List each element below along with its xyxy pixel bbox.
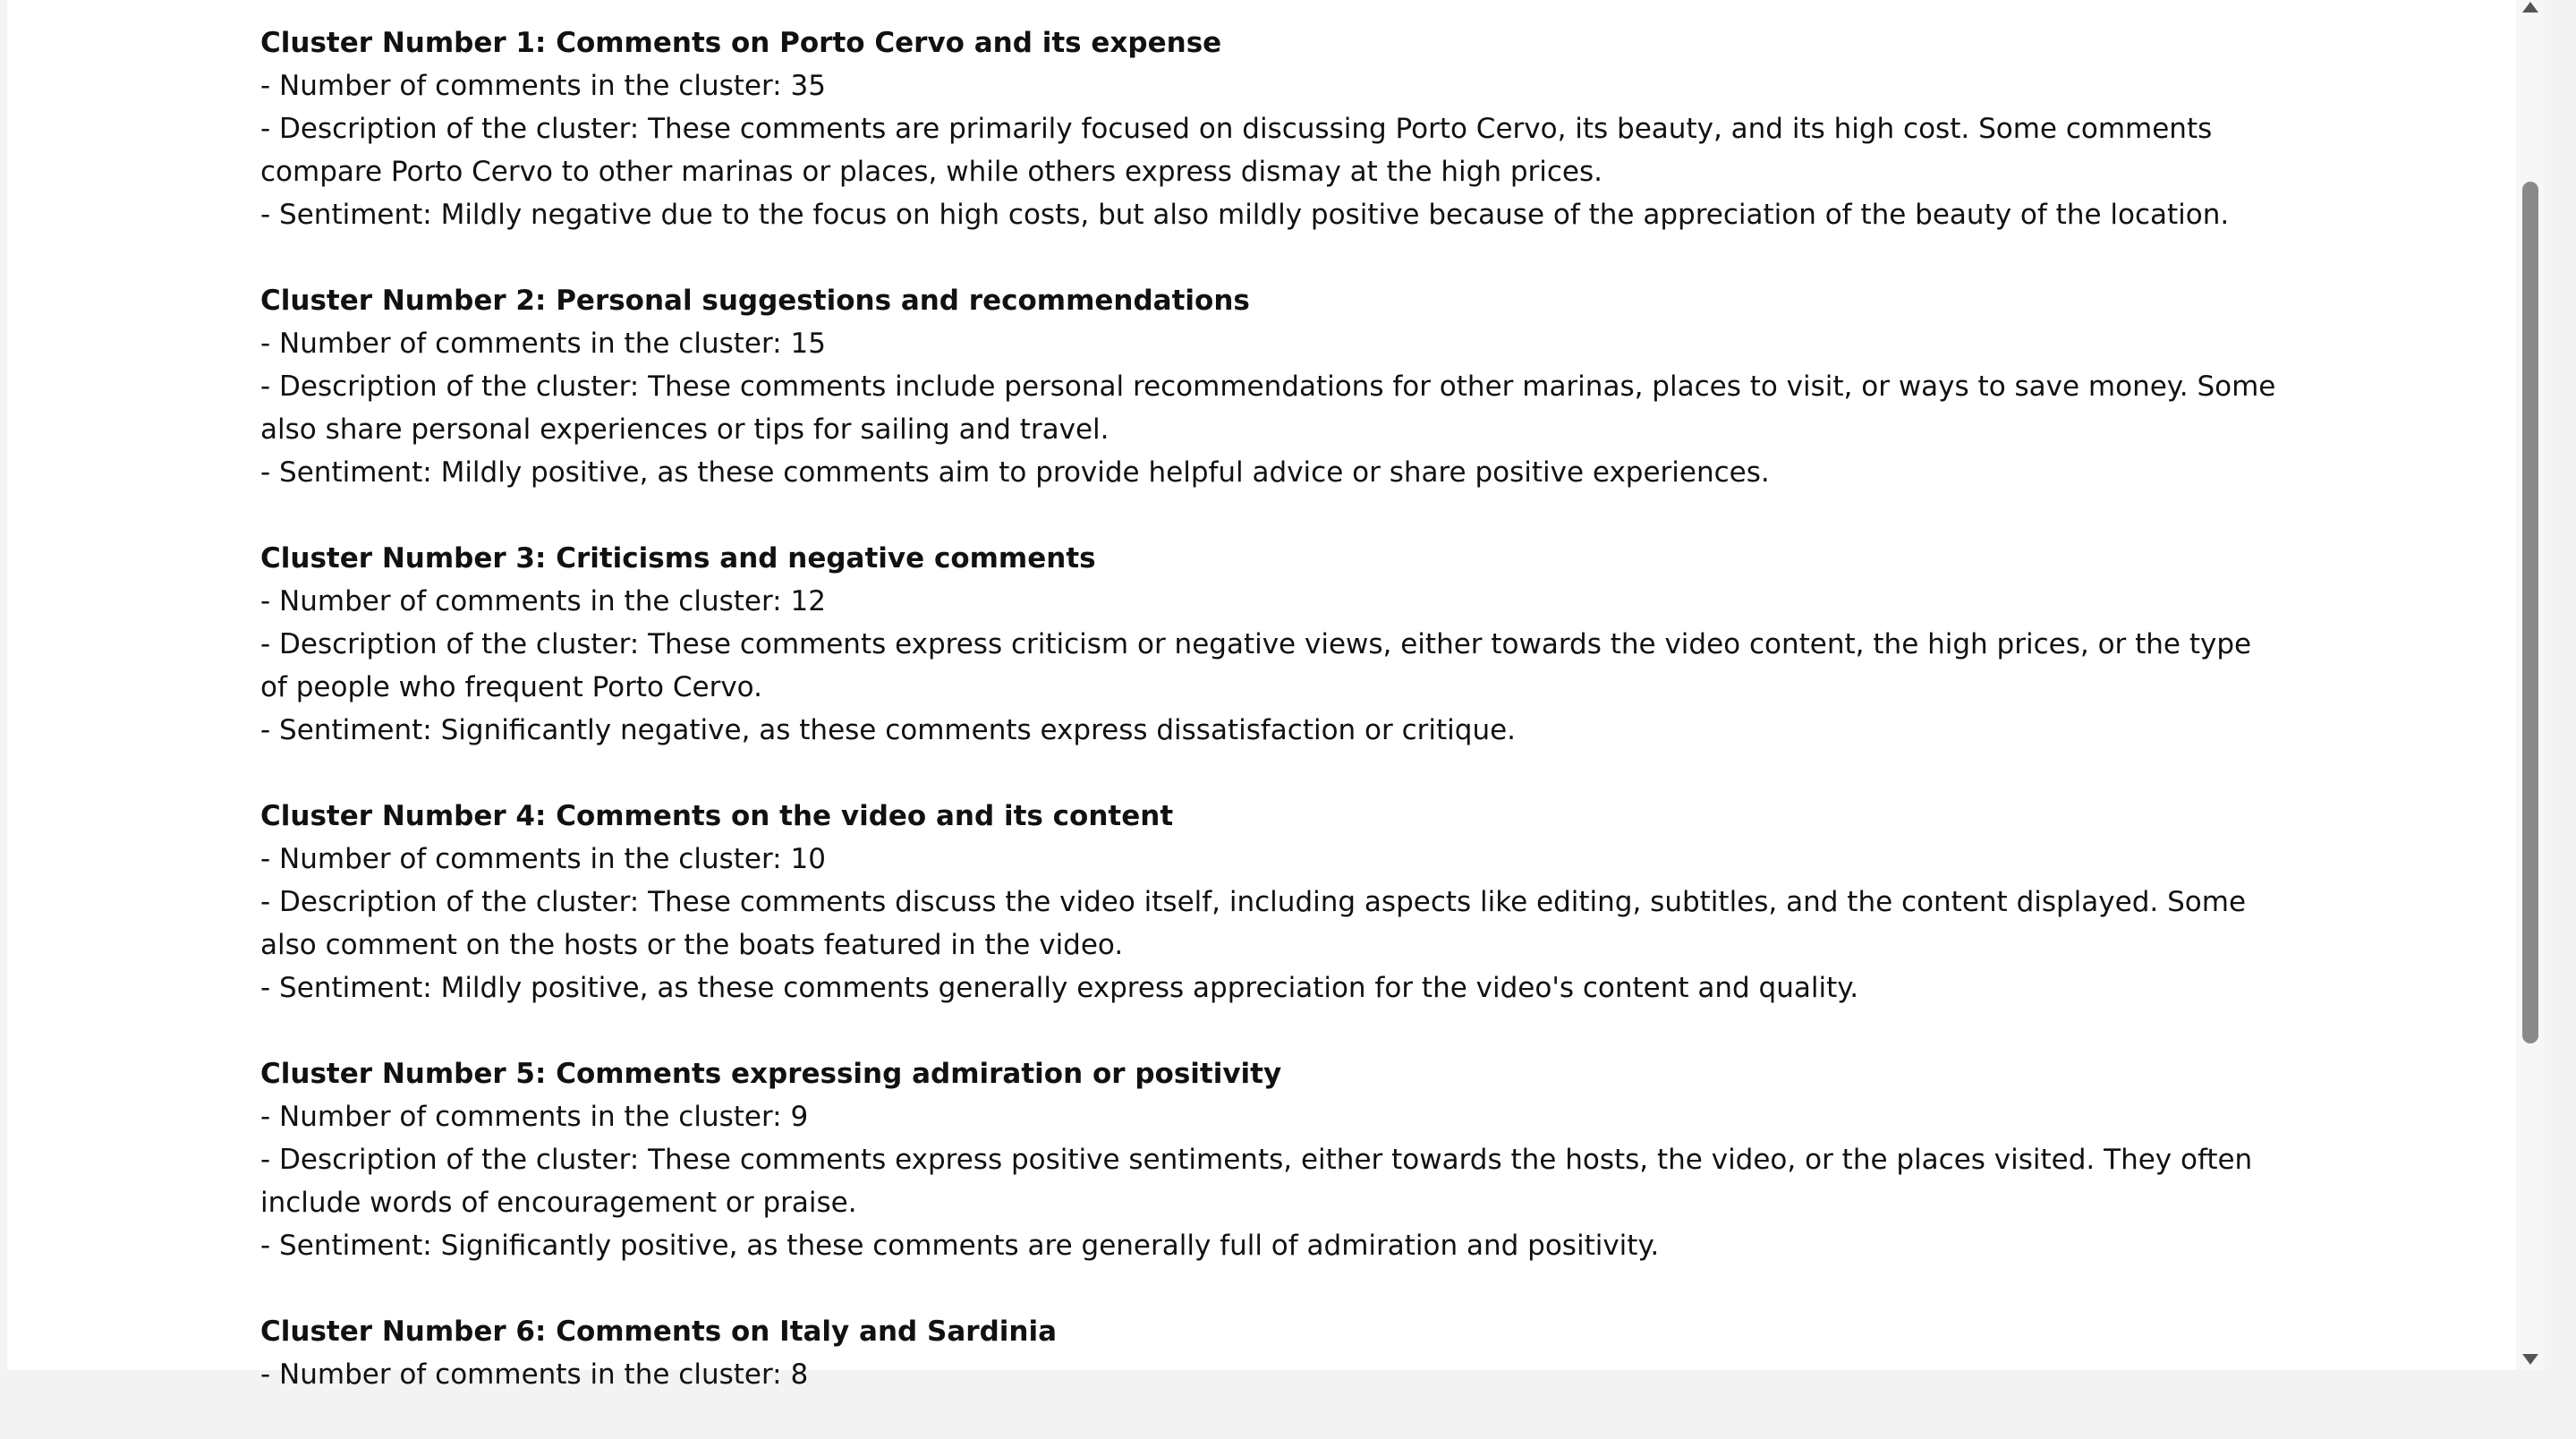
cluster-count: - Number of comments in the cluster: 35	[260, 70, 826, 102]
cluster-count: - Number of comments in the cluster: 15	[260, 328, 826, 360]
cluster-description: - Description of the cluster: These comments express criticism or negative views, either towards the video content, the high prices, or the type of people who frequent Porto Cervo.	[260, 628, 2252, 703]
cluster-sentiment: - Sentiment: Mildly negative due to the focus on high costs, but also mildly positive because of the appreciation of the beauty of the location.	[260, 199, 2230, 231]
scroll-up-arrow-icon[interactable]	[2522, 2, 2538, 13]
cluster-count: - Number of comments in the cluster: 9	[260, 1101, 809, 1133]
cluster-sentiment: - Sentiment: Significantly negative, as these comments express dissatisfaction or critique.	[260, 714, 1517, 746]
cluster-5	[260, 1052, 2283, 1267]
cluster-count: - Number of comments in the cluster: 12	[260, 585, 826, 617]
cluster-title: Cluster Number 6: Comments on Italy and Sardinia	[260, 1316, 1057, 1348]
cluster-title: Cluster Number 2: Personal suggestions and recommendations	[260, 285, 1250, 317]
cluster-count: - Number of comments in the cluster: 10	[260, 843, 826, 875]
cluster-title: Cluster Number 3: Criticisms and negative comments	[260, 542, 1096, 575]
cluster-title: Cluster Number 1: Comments on Porto Cervo and its expense	[260, 27, 1222, 59]
cluster-4	[260, 795, 2283, 1009]
scrollbar-thumb[interactable]	[2522, 182, 2538, 1043]
cluster-title: Cluster Number 5: Comments expressing admiration or positivity	[260, 1058, 1282, 1090]
cluster-6	[260, 1310, 2283, 1396]
cluster-sentiment: - Sentiment: Significantly positive, as these comments are generally full of admiration and positivity.	[260, 1230, 1660, 1262]
cluster-2	[260, 279, 2283, 494]
cluster-sentiment: - Sentiment: Mildly positive, as these comments generally express appreciation for the video's content and quality.	[260, 972, 1859, 1004]
cluster-description: - Description of the cluster: These comments express positive sentiments, either towards the hosts, the video, or the places visited. They often include words of encouragement or praise.	[260, 1144, 2253, 1219]
cluster-description: - Description of the cluster: These comments include personal recommendations for other marinas, places to visit, or ways to save money. Some also share personal experiences or tips for sailing and travel.	[260, 370, 2276, 446]
cluster-sentiment: - Sentiment: Mildly positive, as these comments aim to provide helpful advice or share positive experiences.	[260, 456, 1770, 489]
cluster-report	[260, 21, 2283, 1439]
cluster-description: - Description of the cluster: These comments are primarily focused on discussing Porto Cervo, its beauty, and its high cost. Some comments compare Porto Cervo to other marinas or places, while others express dismay at the high prices.	[260, 113, 2213, 188]
cluster-title: Cluster Number 4: Comments on the video and its content	[260, 800, 1174, 832]
vertical-scrollbar[interactable]	[2516, 0, 2545, 1370]
cluster-1	[260, 21, 2283, 236]
cluster-count: - Number of comments in the cluster: 8	[260, 1358, 809, 1391]
scroll-down-arrow-icon[interactable]	[2522, 1354, 2538, 1365]
cluster-3	[260, 537, 2283, 752]
cluster-description: - Description of the cluster: These comments discuss the video itself, including aspects like editing, subtitles, and the content displayed. Some also comment on the hosts or the boats featured in the video.	[260, 886, 2247, 961]
document-frame	[7, 0, 2545, 1391]
